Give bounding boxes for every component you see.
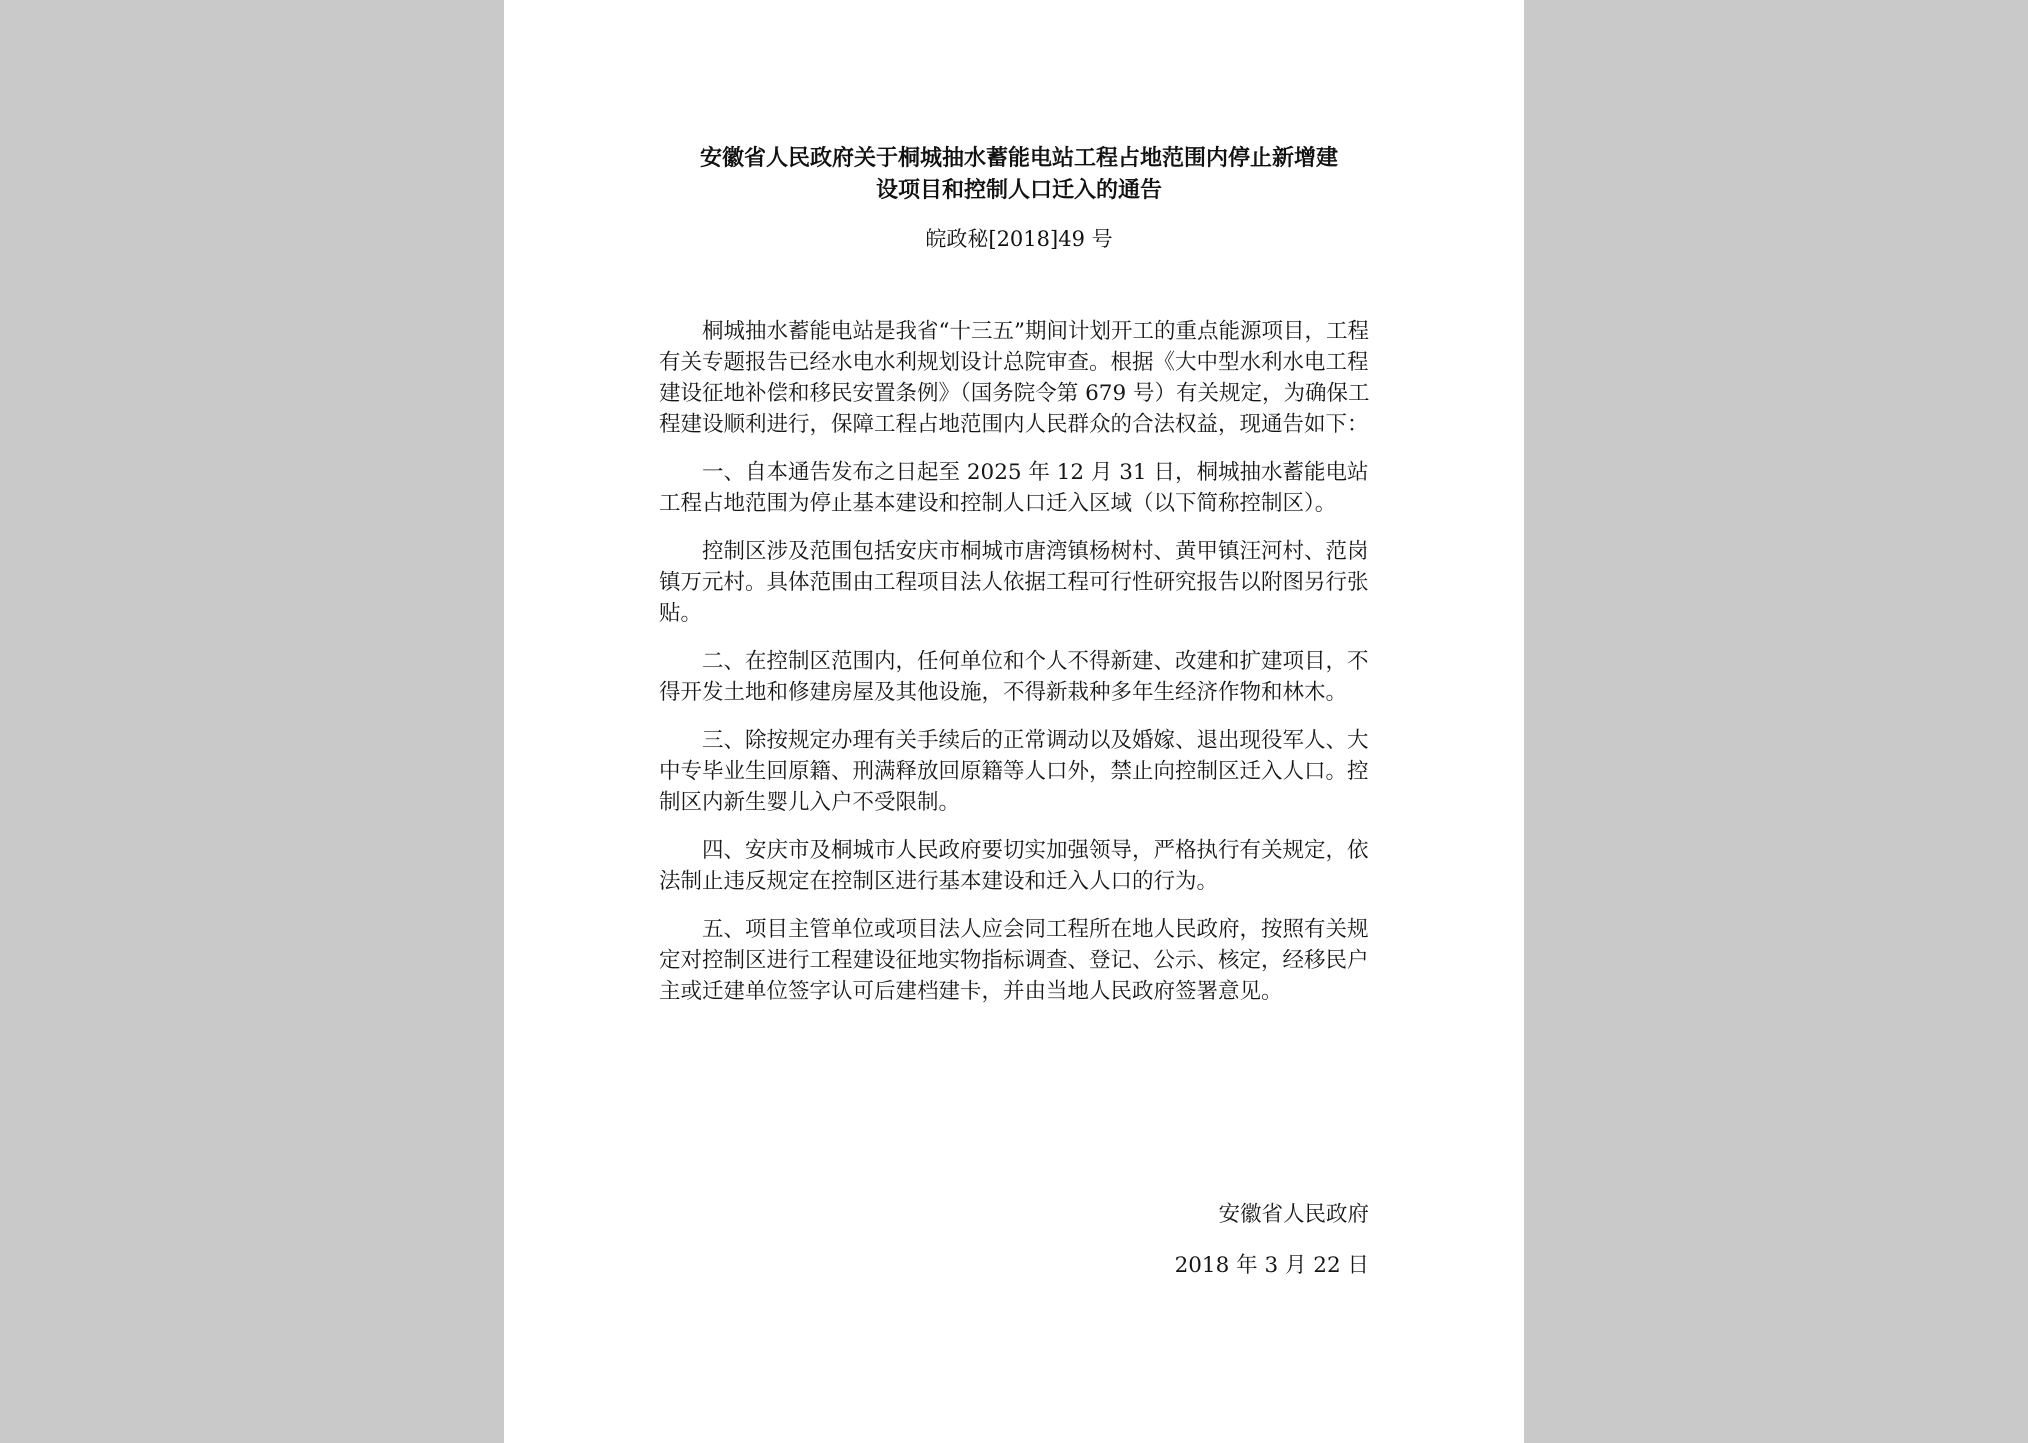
paragraph: 一、自本通告发布之日起至 2025 年 12 月 31 日，桐城抽水蓄能电站工程占地范围为停止基本建设和控制人口迁入区域（以下简称控制区）。: [659, 460, 1369, 516]
document-page: [504, 0, 1524, 1443]
paragraph: 二、在控制区范围内，任何单位和个人不得新建、改建和扩建项目，不得开发土地和修建房屋及其他设施，不得新栽种多年生经济作物和林木。: [659, 649, 1369, 705]
paragraph: 五、项目主管单位或项目法人应会同工程所在地人民政府，按照有关规定对控制区进行工程建设征地实物指标调查、登记、公示、核定，经移民户主或迁建单位签字认可后建档建卡，并由当地人民政府签署意见。: [659, 917, 1369, 1004]
signature-date: 2018 年 3 月 22 日: [1174, 1253, 1369, 1278]
paragraph: 四、安庆市及桐城市人民政府要切实加强领导，严格执行有关规定，依法制止违反规定在控制区进行基本建设和迁入人口的行为。: [659, 838, 1369, 894]
paragraph: 控制区涉及范围包括安庆市桐城市唐湾镇杨树村、黄甲镇汪河村、范岗镇万元村。具体范围由工程项目法人依据工程可行性研究报告以附图另行张贴。: [659, 539, 1369, 626]
document-title: [659, 142, 1379, 206]
document-number: 皖政秘[2018]49 号: [925, 227, 1113, 251]
title-line-1: 安徽省人民政府关于桐城抽水蓄能电站工程占地范围内停止新增建: [699, 145, 1338, 171]
title-line-2: 设项目和控制人口迁入的通告: [875, 177, 1162, 203]
paragraph: 三、除按规定办理有关手续后的正常调动以及婚嫁、退出现役军人、大中专毕业生回原籍、刑满释放回原籍等人口外，禁止向控制区迁入人口。控制区内新生婴儿入户不受限制。: [659, 728, 1369, 815]
signature-organization: 安徽省人民政府: [1218, 1202, 1369, 1227]
paragraph: 桐城抽水蓄能电站是我省“十三五”期间计划开工的重点能源项目，工程有关专题报告已经水电水利规划设计总院审查。根据《大中型水利水电工程建设征地补偿和移民安置条例》（国务院令第 679 号）有关规定，为确保工程建设顺利进行，保障工程占地范围内人民群众的合法权益，现通告如下：: [659, 319, 1370, 437]
document-body: [659, 316, 1371, 1024]
